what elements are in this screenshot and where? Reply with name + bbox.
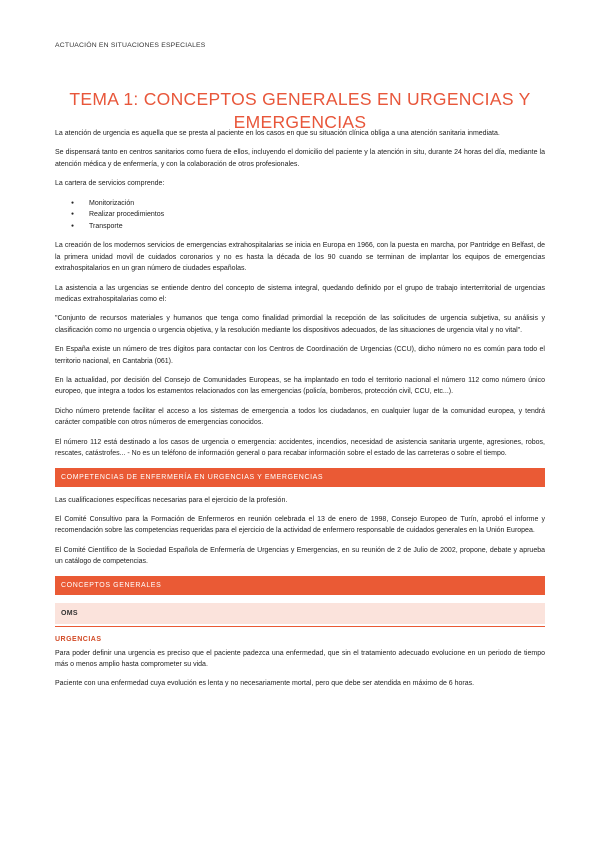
- paragraph: El Comité Consultivo para la Formación de Enfermeros en reunión celebrada el 13 de enero de 1998, Consejo Europeo de Turín, aprobó el informe y recomendación sobre las competencias requeridas para el ejercicio de la actividad de enfermero responsable de cuidados generales en la Unión Europea.: [55, 515, 545, 535]
- list-item: ● Monitorización: [89, 198, 545, 210]
- list-item: ● Transporte: [89, 221, 545, 233]
- section-heading-conceptos: CONCEPTOS GENERALES: [55, 576, 545, 595]
- heading-urgencias: URGENCIAS: [55, 635, 102, 643]
- paragraph: En la actualidad, por decisión del Consejo de Comunidades Europeas, se ha implantado en todo el territorio nacional el número 112 como número único europeo, que integra a todos los estamentos relacionados con las emergencias (policía, bomberos, protección civil, CCU, etc...).: [55, 377, 545, 396]
- divider: [55, 626, 545, 627]
- running-header: ACTUACIÓN EN SITUACIONES ESPECIALES: [55, 42, 206, 49]
- list-item: ● Realizar procedimientos: [89, 209, 545, 221]
- paragraph: La creación de los modernos servicios de emergencias extrahospitalarias se inicia en Europa en 1966, con la puesta en marcha, por Pantridge en Belfast, de la primera unidad movil de cuidados coronarios y no es hasta la década de los 90 cuando se terminan de implantar los equipos de emergencias extrahospitalarios en un gran número de ciudades españolas.: [55, 242, 545, 273]
- paragraph: El Comité Científico de la Sociedad Española de Enfermería de Urgencias y Emergencias, en su reunión de 2 de Julio de 2002, propone, debate y aprueba un catálogo de competencias.: [55, 546, 545, 566]
- paragraph: En España existe un número de tres dígitos para contactar con los Centros de Coordinación de Urgencias (CCU), dicho número no es común para todo el territorio nacional, en Cantabria (061).: [55, 346, 545, 365]
- paragraph: Paciente con una enfermedad cuya evolución es lenta y no necesariamente mortal, pero que debe ser atendida en máximo de 6 horas.: [55, 680, 475, 688]
- page-title: TEMA 1: CONCEPTOS GENERALES EN URGENCIAS Y EMERGENCIAS: [69, 88, 531, 132]
- paragraph: El número 112 está destinado a los casos de urgencia o emergencia: accidentes, incendios, necesidad de asistencia sanitaria urgente, agresiones, robos, rescates, catástrofes... - No es un teléfono de información general o para recabar información sobre el estado de las carreteras o sobre el tiempo.: [55, 438, 545, 458]
- section-heading-competencias: COMPETENCIAS DE ENFERMERÍA EN URGENCIAS Y EMERGENCIAS: [55, 468, 545, 487]
- paragraph: Se dispensará tanto en centros sanitarios como fuera de ellos, incluyendo el domicilio del paciente y la atención in situ, durante 24 horas del día, mediante la atención médica y de enfermería, y con la colaboración de otros profesionales.: [55, 149, 545, 168]
- paragraph: Las cualificaciones específicas necesarias para el ejercicio de la profesión.: [55, 496, 288, 504]
- paragraph: Dicho número pretende facilitar el acceso a los sistemas de emergencia a todos los ciudadanos, en cualquier lugar de la comunidad europea, y tendrá carácter compatible con otros números de emergencias conocidos.: [55, 407, 545, 427]
- paragraph: La asistencia a las urgencias se entiende dentro del concepto de sistema integral, quedando definido por el grupo de trabajo interterritorial de urgencias medicas extrahospitalarias como el:: [55, 284, 545, 304]
- document-body: [55, 128, 545, 698]
- quote-paragraph: "Conjunto de recursos materiales y humanos que tenga como finalidad primordial la recepción de las solicitudes de urgencia subjetiva, su análisis y clasificación como no urgencia o urgencia objetiva, y la resolución mediante los dispositivos adecuados, de las situaciones de urgencia vital y no vital".: [55, 315, 545, 334]
- services-list: [55, 198, 545, 233]
- paragraph: La cartera de servicios comprende:: [55, 180, 165, 188]
- paragraph: La atención de urgencia es aquella que se presta al paciente en los casos en que su situación clínica obliga a una atención sanitaria inmediata.: [55, 130, 500, 137]
- paragraph: Para poder definir una urgencia es preciso que el paciente padezca una enfermedad, que sin el tratamiento adecuado evolucione en un periodo de tiempo más o menos amplio hasta comprometer su vida.: [55, 649, 545, 668]
- subheading-oms: OMS: [55, 603, 545, 624]
